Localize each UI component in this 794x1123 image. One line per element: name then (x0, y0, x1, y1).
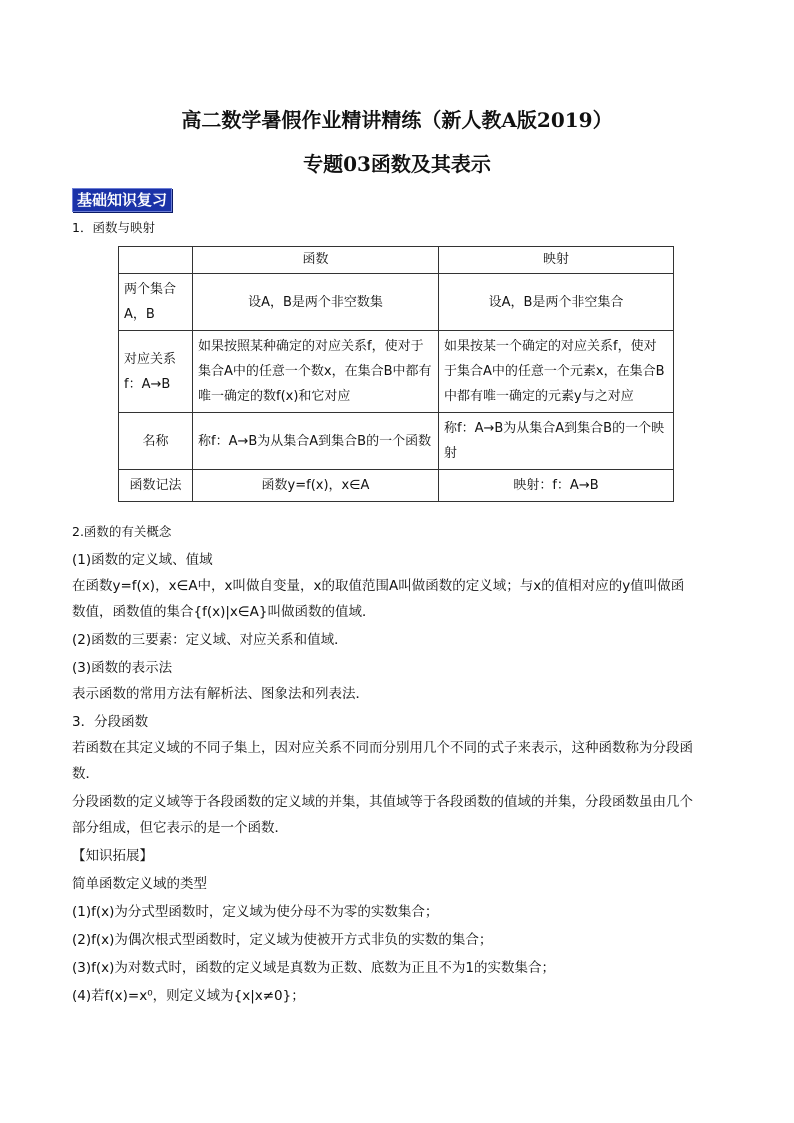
extension-subheading: 简单函数定义域的类型 (72, 876, 207, 892)
table-cell: 名称 (119, 413, 193, 470)
extension-item: (4)若f(x)=x⁰，则定义域为{x|x≠0}； (72, 988, 305, 1004)
section2-heading: 2.函数的有关概念 (72, 524, 172, 539)
section2-sub1-line1: 在函数y=f(x)，x∈A中，x叫做自变量，x的取值范围A叫做函数的定义域；与x的值相对应的y值叫做函 (72, 578, 685, 594)
section-badge: 基础知识复习 (72, 188, 172, 212)
table-cell: 设A，B是两个非空集合 (439, 274, 674, 331)
table-cell: 函数记法 (119, 470, 193, 502)
section2-sub3-title: (3)函数的表示法 (72, 660, 173, 676)
table-header-cell (119, 247, 193, 274)
table-header-row (119, 247, 674, 274)
table-cell: 称f：A→B为从集合A到集合B的一个映射 (439, 413, 674, 470)
section1-heading: 1．函数与映射 (72, 220, 155, 235)
section3-p2-line2: 部分组成，但它表示的是一个函数． (72, 820, 288, 836)
extension-item: (3)f(x)为对数式时，函数的定义域是真数为正数、底数为正且不为1的实数集合； (72, 960, 555, 976)
table-cell: 函数y=f(x)，x∈A (193, 470, 439, 502)
table-header-cell: 函数 (193, 247, 439, 274)
section3-p1-line2: 数． (72, 766, 99, 782)
section3-p1-line1: 若函数在其定义域的不同子集上，因对应关系不同而分别用几个不同的式子来表示，这种函数称为分段函 (72, 740, 693, 756)
table-cell: 两个集合A，B (119, 274, 193, 331)
document-title: 高二数学暑假作业精讲精练（新人教A版2019） (181, 108, 613, 132)
section3-heading: 3．分段函数 (72, 714, 149, 730)
table-cell: 如果按照某种确定的对应关系f，使对于集合A中的任意一个数x，在集合B中都有唯一确定的数f(x)和它对应 (193, 331, 439, 413)
table-cell: 称f：A→B为从集合A到集合B的一个函数 (193, 413, 439, 470)
section3-p2-line1: 分段函数的定义域等于各段函数的定义域的并集，其值域等于各段函数的值域的并集，分段函数虽由几个 (72, 794, 693, 810)
table-row (119, 413, 674, 470)
extension-item: (1)f(x)为分式型函数时，定义域为使分母不为零的实数集合； (72, 904, 439, 920)
table-cell: 设A，B是两个非空数集 (193, 274, 439, 331)
section2-sub1-line2: 数值，函数值的集合{f(x)|x∈A}叫做函数的值域． (72, 604, 376, 620)
section2-sub1-title: (1)函数的定义域、值域 (72, 552, 213, 568)
function-mapping-table (118, 246, 674, 502)
table-cell: 如果按某一个确定的对应关系f，使对于集合A中的任意一个元素x，在集合B中都有唯一确定的元素y与之对应 (439, 331, 674, 413)
table-header-cell: 映射 (439, 247, 674, 274)
table-cell: 对应关系f：A→B (119, 331, 193, 413)
extension-heading: 【知识拓展】 (72, 848, 153, 864)
section2-sub2: (2)函数的三要素：定义域、对应关系和值域． (72, 632, 348, 648)
extension-item: (2)f(x)为偶次根式型函数时，定义域为使被开方式非负的实数的集合； (72, 932, 493, 948)
table-row (119, 470, 674, 502)
table-row (119, 274, 674, 331)
table-row (119, 331, 674, 413)
section2-sub3-text: 表示函数的常用方法有解析法、图象法和列表法． (72, 686, 369, 702)
document-subtitle: 专题03函数及其表示 (303, 152, 491, 176)
table-cell: 映射：f：A→B (439, 470, 674, 502)
